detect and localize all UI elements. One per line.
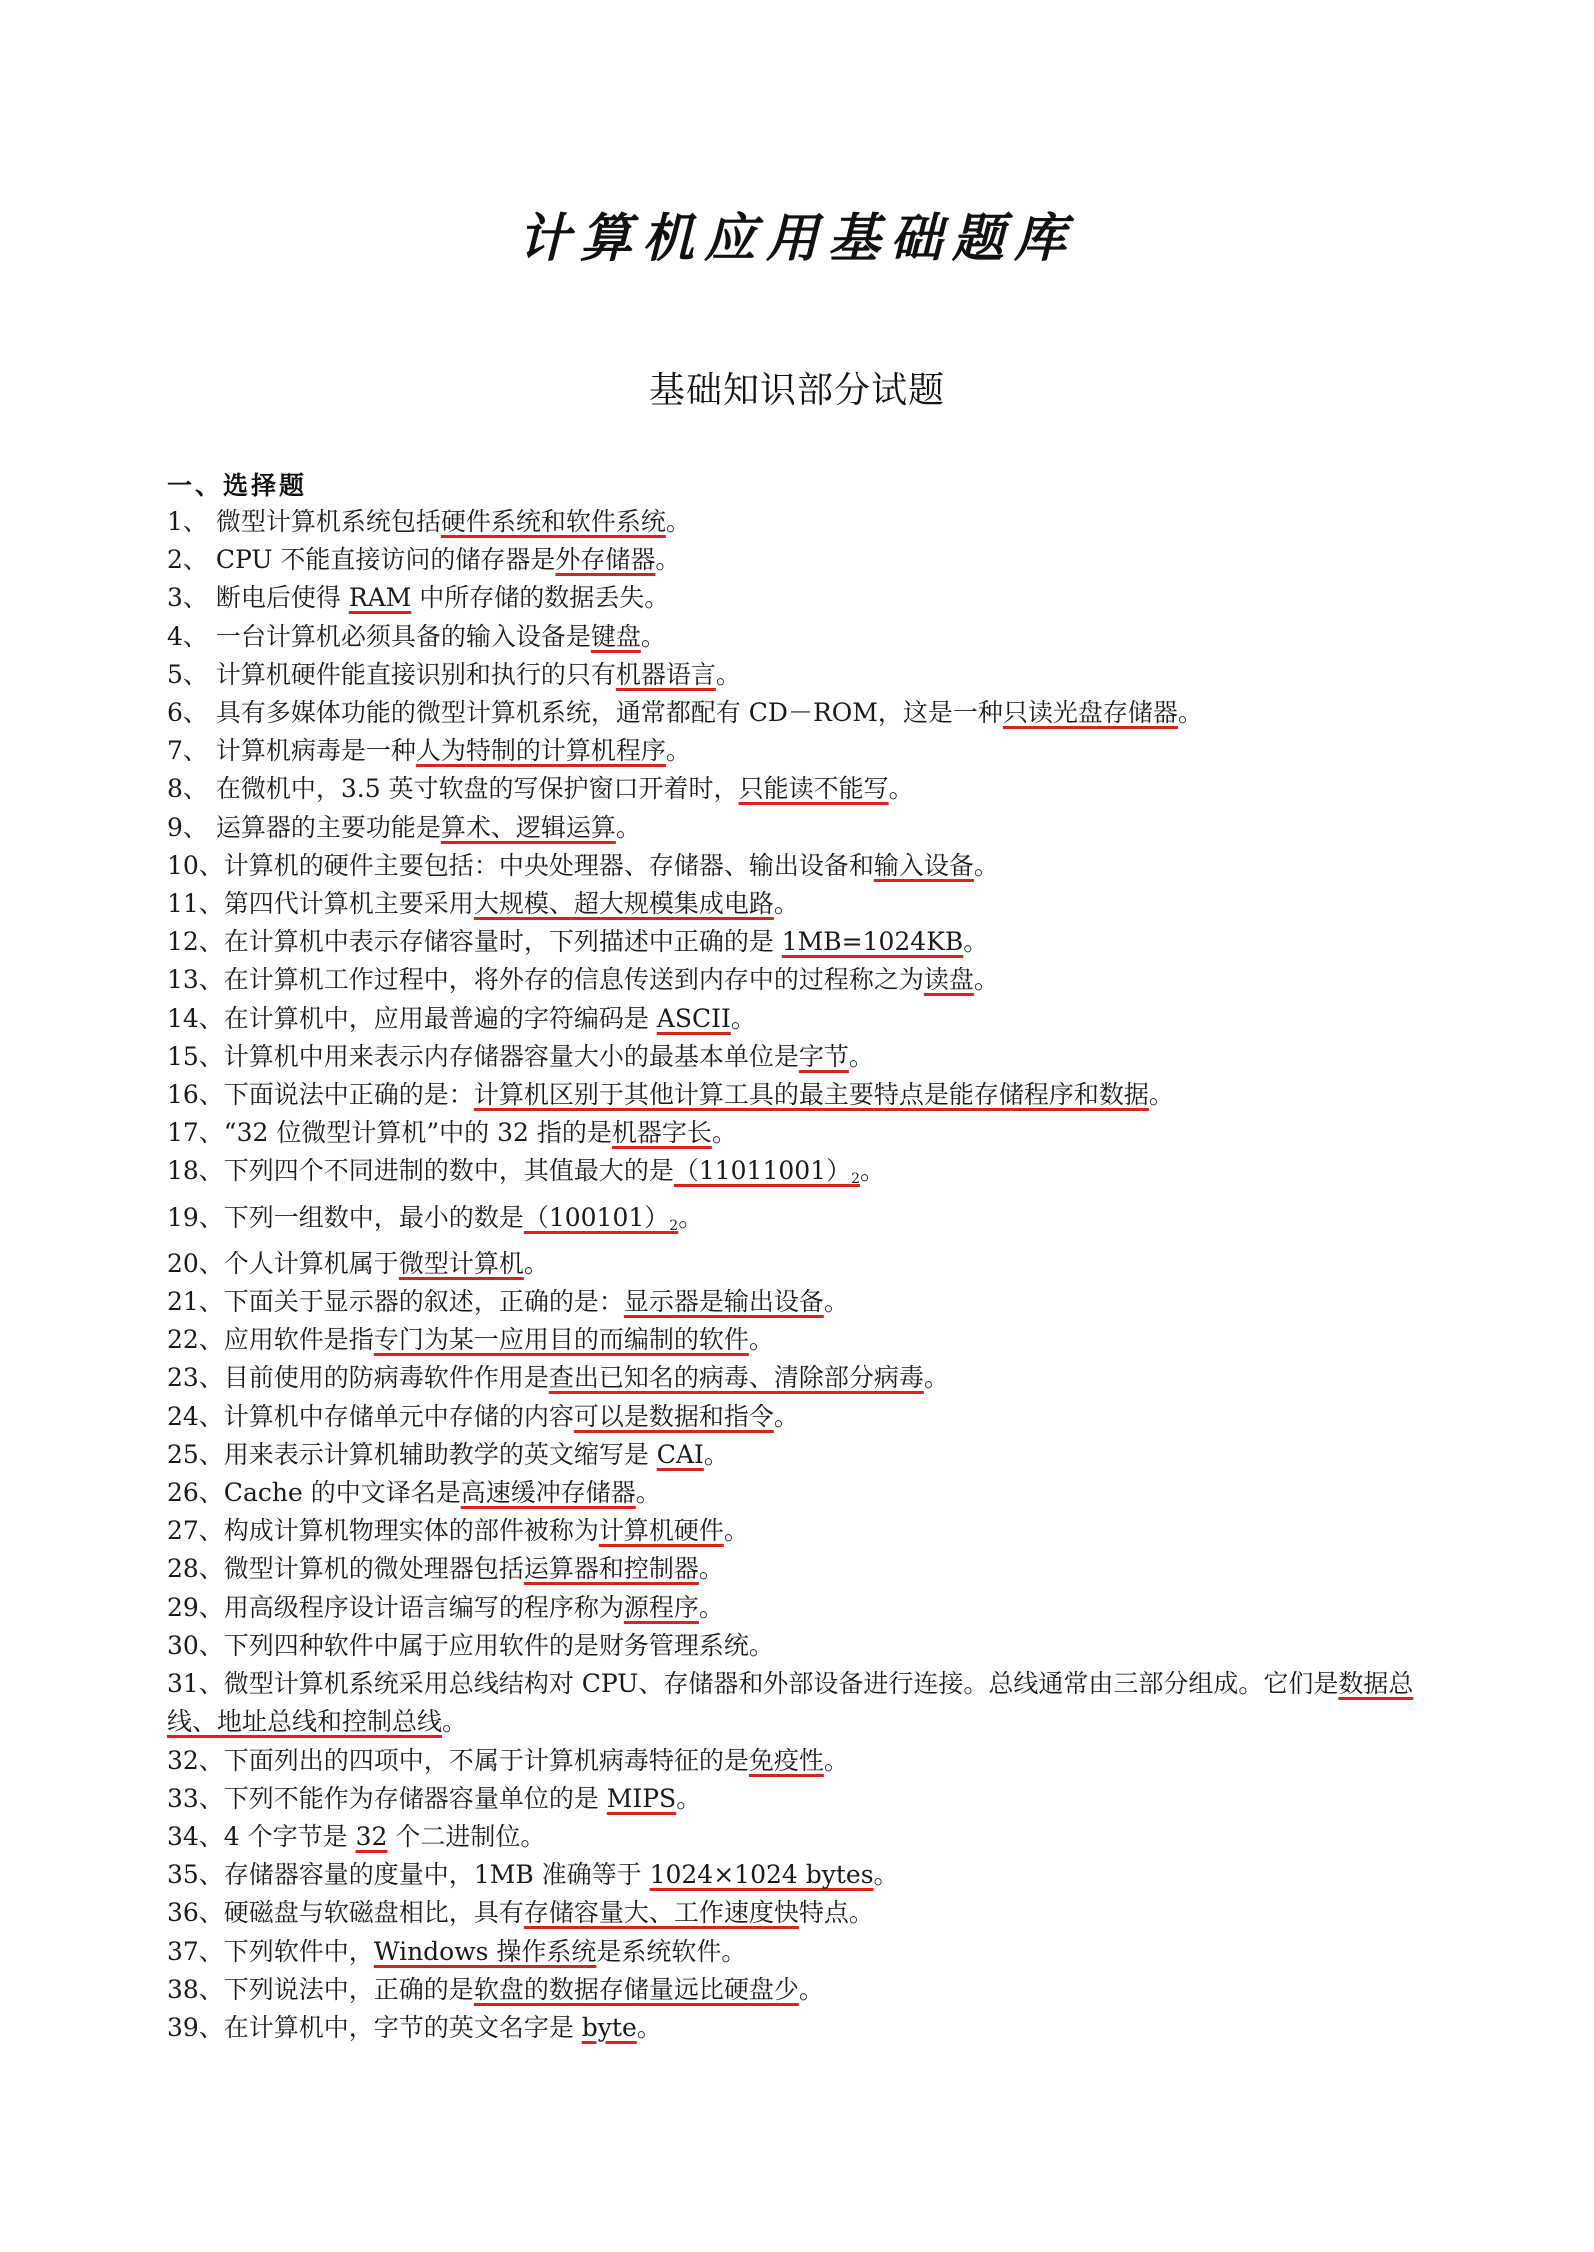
question-item bbox=[167, 961, 1437, 999]
question-text: 29、用高级程序设计语言编写的程序称为 bbox=[167, 1592, 624, 1622]
question-text-end: 特点。 bbox=[798, 1898, 874, 1928]
answer-text: 软盘的数据存储量远比硬盘少 bbox=[473, 1974, 799, 2004]
question-text: 37、下列软件中， bbox=[167, 1936, 374, 1966]
answer-text: 计算机区别于其他计算工具的最主要特点是能存储程序和数据 bbox=[473, 1080, 1149, 1110]
question-text: 21、下面关于显示器的叙述，正确的是： bbox=[167, 1287, 624, 1317]
answer-text: 查出已知名的病毒、清除部分病毒 bbox=[548, 1363, 924, 1393]
answer-text: 输入设备 bbox=[873, 850, 974, 880]
question-item bbox=[167, 618, 1437, 656]
answer-text: ASCII bbox=[656, 1003, 731, 1033]
question-item bbox=[167, 1971, 1437, 2009]
question-item bbox=[167, 541, 1437, 579]
answer-text: $(100101)_2$ bbox=[523, 1202, 679, 1234]
answer-text: 键盘 bbox=[590, 621, 641, 651]
question-text-end: 。 bbox=[636, 2012, 662, 2042]
question-text-end: 。 bbox=[711, 1118, 737, 1148]
question-text-end: 。 bbox=[703, 1439, 729, 1469]
question-item bbox=[167, 885, 1437, 923]
question-text-end: 。 bbox=[1177, 698, 1203, 728]
question-text: 13、在计算机工作过程中，将外存的信息传送到内存中的过程称之为 bbox=[167, 965, 924, 995]
question-text-end: 中所存储的数据丢失。 bbox=[411, 583, 670, 613]
answer-text: CAI bbox=[656, 1439, 704, 1469]
answer-text: byte bbox=[581, 2012, 637, 2042]
answer-text: 1MB=1024KB bbox=[781, 927, 964, 957]
question-text: 28、微型计算机的微处理器包括 bbox=[167, 1554, 524, 1584]
question-text: 1、 微型计算机系统包括 bbox=[167, 507, 441, 536]
question-text: 5、 计算机硬件能直接识别和执行的只有 bbox=[167, 659, 616, 689]
answer-text: 数据总线、地址总线和控制总线 bbox=[167, 1669, 1414, 1737]
question-text: 39、在计算机中，字节的英文名字是 bbox=[167, 2012, 582, 2042]
question-item bbox=[167, 1818, 1437, 1856]
question-text: 36、硬磁盘与软磁盘相比，具有 bbox=[167, 1898, 524, 1928]
answer-text: 显示器是输出设备 bbox=[623, 1287, 824, 1317]
question-text-end: 个二进制位。 bbox=[387, 1821, 546, 1851]
question-text: 32、下面列出的四项中，不属于计算机病毒特征的是 bbox=[167, 1745, 749, 1775]
answer-text: 大规模、超大规模集成电路 bbox=[473, 889, 774, 919]
answer-text: 算术、逻辑运算 bbox=[440, 812, 616, 842]
question-item bbox=[167, 1665, 1437, 1741]
question-text: 33、下列不能作为存储器容量单位的是 bbox=[167, 1783, 607, 1813]
answer-text: 32 bbox=[355, 1821, 388, 1851]
question-item bbox=[167, 1589, 1437, 1627]
question-text: 22、应用软件是指 bbox=[167, 1325, 374, 1355]
question-item bbox=[167, 1000, 1437, 1038]
question-item bbox=[167, 1512, 1437, 1550]
answer-text: 高速缓冲存储器 bbox=[460, 1478, 636, 1508]
question-item bbox=[167, 770, 1437, 808]
question-text-end: 。 bbox=[655, 545, 681, 575]
question-text: 14、在计算机中，应用最普遍的字符编码是 bbox=[167, 1003, 657, 1033]
question-text-end: 。 bbox=[923, 1363, 949, 1393]
answer-text: RAM bbox=[348, 583, 412, 613]
question-text-end: 。 bbox=[773, 889, 799, 919]
question-text: 24、计算机中存储单元中存储的内容 bbox=[167, 1401, 574, 1431]
question-item bbox=[167, 847, 1437, 885]
question-item bbox=[167, 1550, 1437, 1588]
question-text-end: 。 bbox=[888, 774, 914, 804]
question-text: 11、第四代计算机主要采用 bbox=[167, 889, 474, 919]
answer-text: 字节 bbox=[798, 1041, 849, 1071]
question-text: 35、存储器容量的度量中，1MB 准确等于 bbox=[167, 1860, 650, 1890]
answer-text: $(11011001)_2$ bbox=[673, 1156, 860, 1188]
question-text-end: 。 bbox=[773, 1401, 799, 1431]
section-title: 基础知识部分试题 bbox=[648, 370, 945, 411]
answer-text: 外存储器 bbox=[555, 545, 656, 575]
question-item bbox=[167, 809, 1437, 847]
question-text-end: 。 bbox=[860, 1156, 886, 1186]
question-item bbox=[167, 656, 1437, 694]
answer-subscript: 2 bbox=[669, 1217, 679, 1234]
question-text: 2、 CPU 不能直接访问的储存器是 bbox=[167, 545, 556, 575]
question-item bbox=[167, 732, 1437, 770]
question-text: 30、下列四种软件中属于应用软件的是财务管理系统。 bbox=[167, 1630, 774, 1660]
answer-text: MIPS bbox=[606, 1783, 677, 1813]
question-text: 12、在计算机中表示存储容量时，下列描述中正确的是 bbox=[167, 927, 782, 957]
question-text: 18、下列四个不同进制的数中，其值最大的是 bbox=[167, 1156, 674, 1186]
question-text-end: 。 bbox=[1148, 1080, 1174, 1110]
answer-text: 硬件系统和软件系统 bbox=[440, 507, 666, 536]
question-text-end: 。 bbox=[973, 850, 999, 880]
question-text-end: 。 bbox=[665, 736, 691, 766]
question-list bbox=[167, 503, 1437, 2047]
answer-text: 专门为某一应用目的而编制的软件 bbox=[373, 1325, 749, 1355]
question-text: 15、计算机中用来表示内存储器容量大小的最基本单位是 bbox=[167, 1041, 799, 1071]
answer-text: 人为特制的计算机程序 bbox=[415, 736, 666, 766]
answer-text: 只能读不能写 bbox=[738, 774, 889, 804]
question-item bbox=[167, 1114, 1437, 1152]
question-text-end: 是系统软件。 bbox=[596, 1936, 747, 1966]
question-text-end: 。 bbox=[823, 1745, 849, 1775]
question-text: 31、微型计算机系统采用总线结构对 CPU、存储器和外部设备进行连接。总线通常由三部分组成。它们是 bbox=[167, 1669, 1339, 1699]
question-item bbox=[167, 2009, 1437, 2047]
question-text: 27、构成计算机物理实体的部件被称为 bbox=[167, 1516, 599, 1546]
question-text: 38、下列说法中，正确的是 bbox=[167, 1974, 474, 2004]
question-text: 4、 一台计算机必须具备的输入设备是 bbox=[167, 621, 591, 651]
question-text-end: 。 bbox=[973, 965, 999, 995]
question-text-end: 。 bbox=[723, 1516, 749, 1546]
answer-text: 运算器和控制器 bbox=[523, 1554, 699, 1584]
question-text-end: 。 bbox=[635, 1478, 661, 1508]
question-item bbox=[167, 1283, 1437, 1321]
answer-text: Windows 操作系统 bbox=[373, 1936, 597, 1966]
question-item bbox=[167, 1780, 1437, 1818]
answer-text: 存储容量大、工作速度快 bbox=[523, 1898, 799, 1928]
question-text-end: 。 bbox=[615, 812, 641, 842]
question-text: 19、下列一组数中，最小的数是 bbox=[167, 1202, 524, 1232]
question-item bbox=[167, 1933, 1437, 1971]
question-item bbox=[167, 1076, 1437, 1114]
answer-text: 免疫性 bbox=[748, 1745, 824, 1775]
question-text: 25、用来表示计算机辅助教学的英文缩写是 bbox=[167, 1439, 657, 1469]
question-text-end: 。 bbox=[963, 927, 989, 957]
question-item bbox=[167, 1742, 1437, 1780]
answer-text: 1024×1024 bytes bbox=[649, 1860, 874, 1890]
question-text: 7、 计算机病毒是一种 bbox=[167, 736, 416, 766]
question-item bbox=[167, 1894, 1437, 1932]
question-text-end: 。 bbox=[676, 1783, 702, 1813]
question-item bbox=[167, 1245, 1437, 1283]
question-text: 20、个人计算机属于 bbox=[167, 1248, 399, 1278]
question-item bbox=[167, 1436, 1437, 1474]
question-item bbox=[167, 503, 1437, 541]
question-text: 17、“32 位微型计算机”中的 32 指的是 bbox=[167, 1118, 612, 1148]
question-item bbox=[167, 1856, 1437, 1894]
question-text-end: 。 bbox=[523, 1248, 549, 1278]
question-item bbox=[167, 923, 1437, 961]
question-text: 34、4 个字节是 bbox=[167, 1821, 356, 1851]
answer-text: 微型计算机 bbox=[398, 1248, 524, 1278]
question-text-end: 。 bbox=[748, 1325, 774, 1355]
answer-text: 可以是数据和指令 bbox=[573, 1401, 774, 1431]
answer-text: 读盘 bbox=[923, 965, 974, 995]
answer-text: 机器字长 bbox=[611, 1118, 712, 1148]
answer-text: 计算机硬件 bbox=[598, 1516, 724, 1546]
question-text: 9、 运算器的主要功能是 bbox=[167, 812, 441, 842]
answer-text: 只读光盘存储器 bbox=[1002, 698, 1178, 728]
question-text-end: 。 bbox=[715, 659, 741, 689]
question-text: 8、 在微机中，3.5 英寸软盘的写保护窗口开着时， bbox=[167, 774, 739, 804]
part-heading: 一、选择题 bbox=[167, 471, 308, 500]
question-item bbox=[167, 1359, 1437, 1397]
question-text-end: 。 bbox=[730, 1003, 756, 1033]
question-item bbox=[167, 1152, 1437, 1198]
question-text: 3、 断电后使得 bbox=[167, 583, 349, 613]
question-text-end: 。 bbox=[848, 1041, 874, 1071]
question-text-end: 。 bbox=[698, 1592, 724, 1622]
question-text-end: 。 bbox=[823, 1287, 849, 1317]
question-item bbox=[167, 1038, 1437, 1076]
document-title: 计算机应用基础题库 bbox=[517, 208, 1076, 269]
question-text-end: 。 bbox=[698, 1554, 724, 1584]
question-item bbox=[167, 1199, 1437, 1245]
answer-text: 机器语言 bbox=[615, 659, 716, 689]
answer-subscript: 2 bbox=[851, 1171, 860, 1188]
question-text: 16、下面说法中正确的是： bbox=[167, 1080, 474, 1110]
question-text-end: 。 bbox=[640, 621, 666, 651]
question-text-end: 。 bbox=[873, 1860, 899, 1890]
question-text: 23、目前使用的防病毒软件作用是 bbox=[167, 1363, 549, 1393]
question-text: 10、计算机的硬件主要包括：中央处理器、存储器、输出设备和 bbox=[167, 850, 874, 880]
question-text: 6、 具有多媒体功能的微型计算机系统，通常都配有 CD－ROM，这是一种 bbox=[167, 698, 1003, 728]
answer-text: 源程序 bbox=[623, 1592, 699, 1622]
question-item bbox=[167, 1627, 1437, 1665]
question-text-end: 。 bbox=[665, 507, 691, 536]
question-text-end: 。 bbox=[678, 1202, 704, 1232]
question-text-end: 。 bbox=[442, 1707, 468, 1737]
question-text: 26、Cache 的中文译名是 bbox=[167, 1478, 461, 1508]
question-item bbox=[167, 1398, 1437, 1436]
question-item bbox=[167, 579, 1437, 617]
question-item bbox=[167, 694, 1437, 732]
question-item bbox=[167, 1321, 1437, 1359]
question-text-end: 。 bbox=[798, 1974, 824, 2004]
question-item bbox=[167, 1474, 1437, 1512]
